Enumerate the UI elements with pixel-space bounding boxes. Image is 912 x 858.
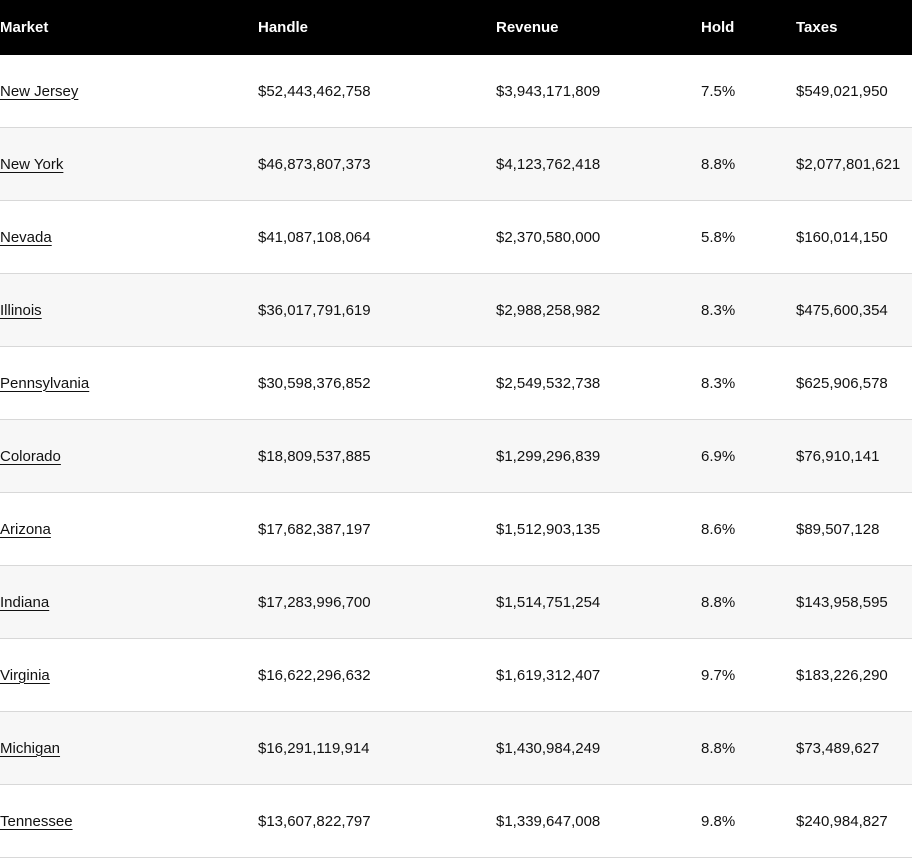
cell-hold: 7.5% — [701, 55, 796, 128]
column-header-handle[interactable]: Handle — [258, 0, 496, 55]
cell-handle: $17,283,996,700 — [258, 566, 496, 639]
cell-market — [0, 128, 258, 201]
cell-handle: $16,291,119,914 — [258, 712, 496, 785]
cell-taxes: $183,226,290 — [796, 639, 912, 712]
column-header-hold[interactable]: Hold — [701, 0, 796, 55]
cell-taxes: $549,021,950 — [796, 55, 912, 128]
market-link[interactable]: Illinois — [0, 301, 42, 319]
cell-market — [0, 201, 258, 274]
cell-taxes: $89,507,128 — [796, 493, 912, 566]
cell-revenue: $2,549,532,738 — [496, 347, 701, 420]
column-header-taxes[interactable]: Taxes — [796, 0, 912, 55]
table-row — [0, 566, 912, 639]
market-link[interactable]: Colorado — [0, 447, 61, 465]
cell-hold: 8.8% — [701, 566, 796, 639]
cell-revenue: $2,988,258,982 — [496, 274, 701, 347]
cell-handle: $18,809,537,885 — [258, 420, 496, 493]
table-row — [0, 347, 912, 420]
table-row — [0, 55, 912, 128]
cell-hold: 5.8% — [701, 201, 796, 274]
market-link[interactable]: Arizona — [0, 520, 51, 538]
cell-handle: $17,682,387,197 — [258, 493, 496, 566]
cell-market — [0, 55, 258, 128]
column-header-market[interactable]: Market — [0, 0, 258, 55]
cell-revenue: $1,299,296,839 — [496, 420, 701, 493]
cell-taxes: $73,489,627 — [796, 712, 912, 785]
cell-hold: 6.9% — [701, 420, 796, 493]
table-row — [0, 712, 912, 785]
cell-market — [0, 639, 258, 712]
cell-hold: 8.3% — [701, 347, 796, 420]
cell-handle: $41,087,108,064 — [258, 201, 496, 274]
cell-taxes: $76,910,141 — [796, 420, 912, 493]
table-row — [0, 274, 912, 347]
table-header — [0, 0, 912, 55]
column-header-revenue[interactable]: Revenue — [496, 0, 701, 55]
cell-market — [0, 274, 258, 347]
cell-taxes: $625,906,578 — [796, 347, 912, 420]
table-row — [0, 201, 912, 274]
market-link[interactable]: Pennsylvania — [0, 374, 90, 392]
cell-hold: 9.7% — [701, 639, 796, 712]
cell-revenue: $1,619,312,407 — [496, 639, 701, 712]
market-link[interactable]: New Jersey — [0, 82, 79, 100]
cell-revenue: $1,514,751,254 — [496, 566, 701, 639]
cell-market — [0, 712, 258, 785]
market-link[interactable]: Tennessee — [0, 812, 73, 830]
cell-hold: 8.6% — [701, 493, 796, 566]
cell-market — [0, 785, 258, 858]
cell-taxes: $240,984,827 — [796, 785, 912, 858]
cell-taxes: $475,600,354 — [796, 274, 912, 347]
market-link[interactable]: Nevada — [0, 228, 52, 246]
cell-market — [0, 347, 258, 420]
market-link[interactable]: Indiana — [0, 593, 50, 611]
cell-handle: $46,873,807,373 — [258, 128, 496, 201]
cell-handle: $52,443,462,758 — [258, 55, 496, 128]
cell-taxes: $2,077,801,621 — [796, 128, 912, 201]
cell-taxes: $143,958,595 — [796, 566, 912, 639]
cell-revenue: $2,370,580,000 — [496, 201, 701, 274]
cell-handle: $16,622,296,632 — [258, 639, 496, 712]
table-row — [0, 128, 912, 201]
cell-market — [0, 493, 258, 566]
cell-hold: 8.8% — [701, 128, 796, 201]
cell-handle: $13,607,822,797 — [258, 785, 496, 858]
cell-revenue: $1,430,984,249 — [496, 712, 701, 785]
table-body — [0, 55, 912, 858]
cell-market — [0, 566, 258, 639]
table-header-row — [0, 0, 912, 55]
market-link[interactable]: New York — [0, 155, 64, 173]
cell-handle: $30,598,376,852 — [258, 347, 496, 420]
cell-revenue: $1,512,903,135 — [496, 493, 701, 566]
cell-revenue: $1,339,647,008 — [496, 785, 701, 858]
cell-revenue: $4,123,762,418 — [496, 128, 701, 201]
table-row — [0, 493, 912, 566]
table-row — [0, 420, 912, 493]
cell-market — [0, 420, 258, 493]
table-row — [0, 785, 912, 858]
cell-hold: 8.8% — [701, 712, 796, 785]
cell-taxes: $160,014,150 — [796, 201, 912, 274]
cell-hold: 9.8% — [701, 785, 796, 858]
cell-handle: $36,017,791,619 — [258, 274, 496, 347]
market-link[interactable]: Virginia — [0, 666, 50, 684]
table-row — [0, 639, 912, 712]
cell-revenue: $3,943,171,809 — [496, 55, 701, 128]
market-link[interactable]: Michigan — [0, 739, 61, 757]
cell-hold: 8.3% — [701, 274, 796, 347]
